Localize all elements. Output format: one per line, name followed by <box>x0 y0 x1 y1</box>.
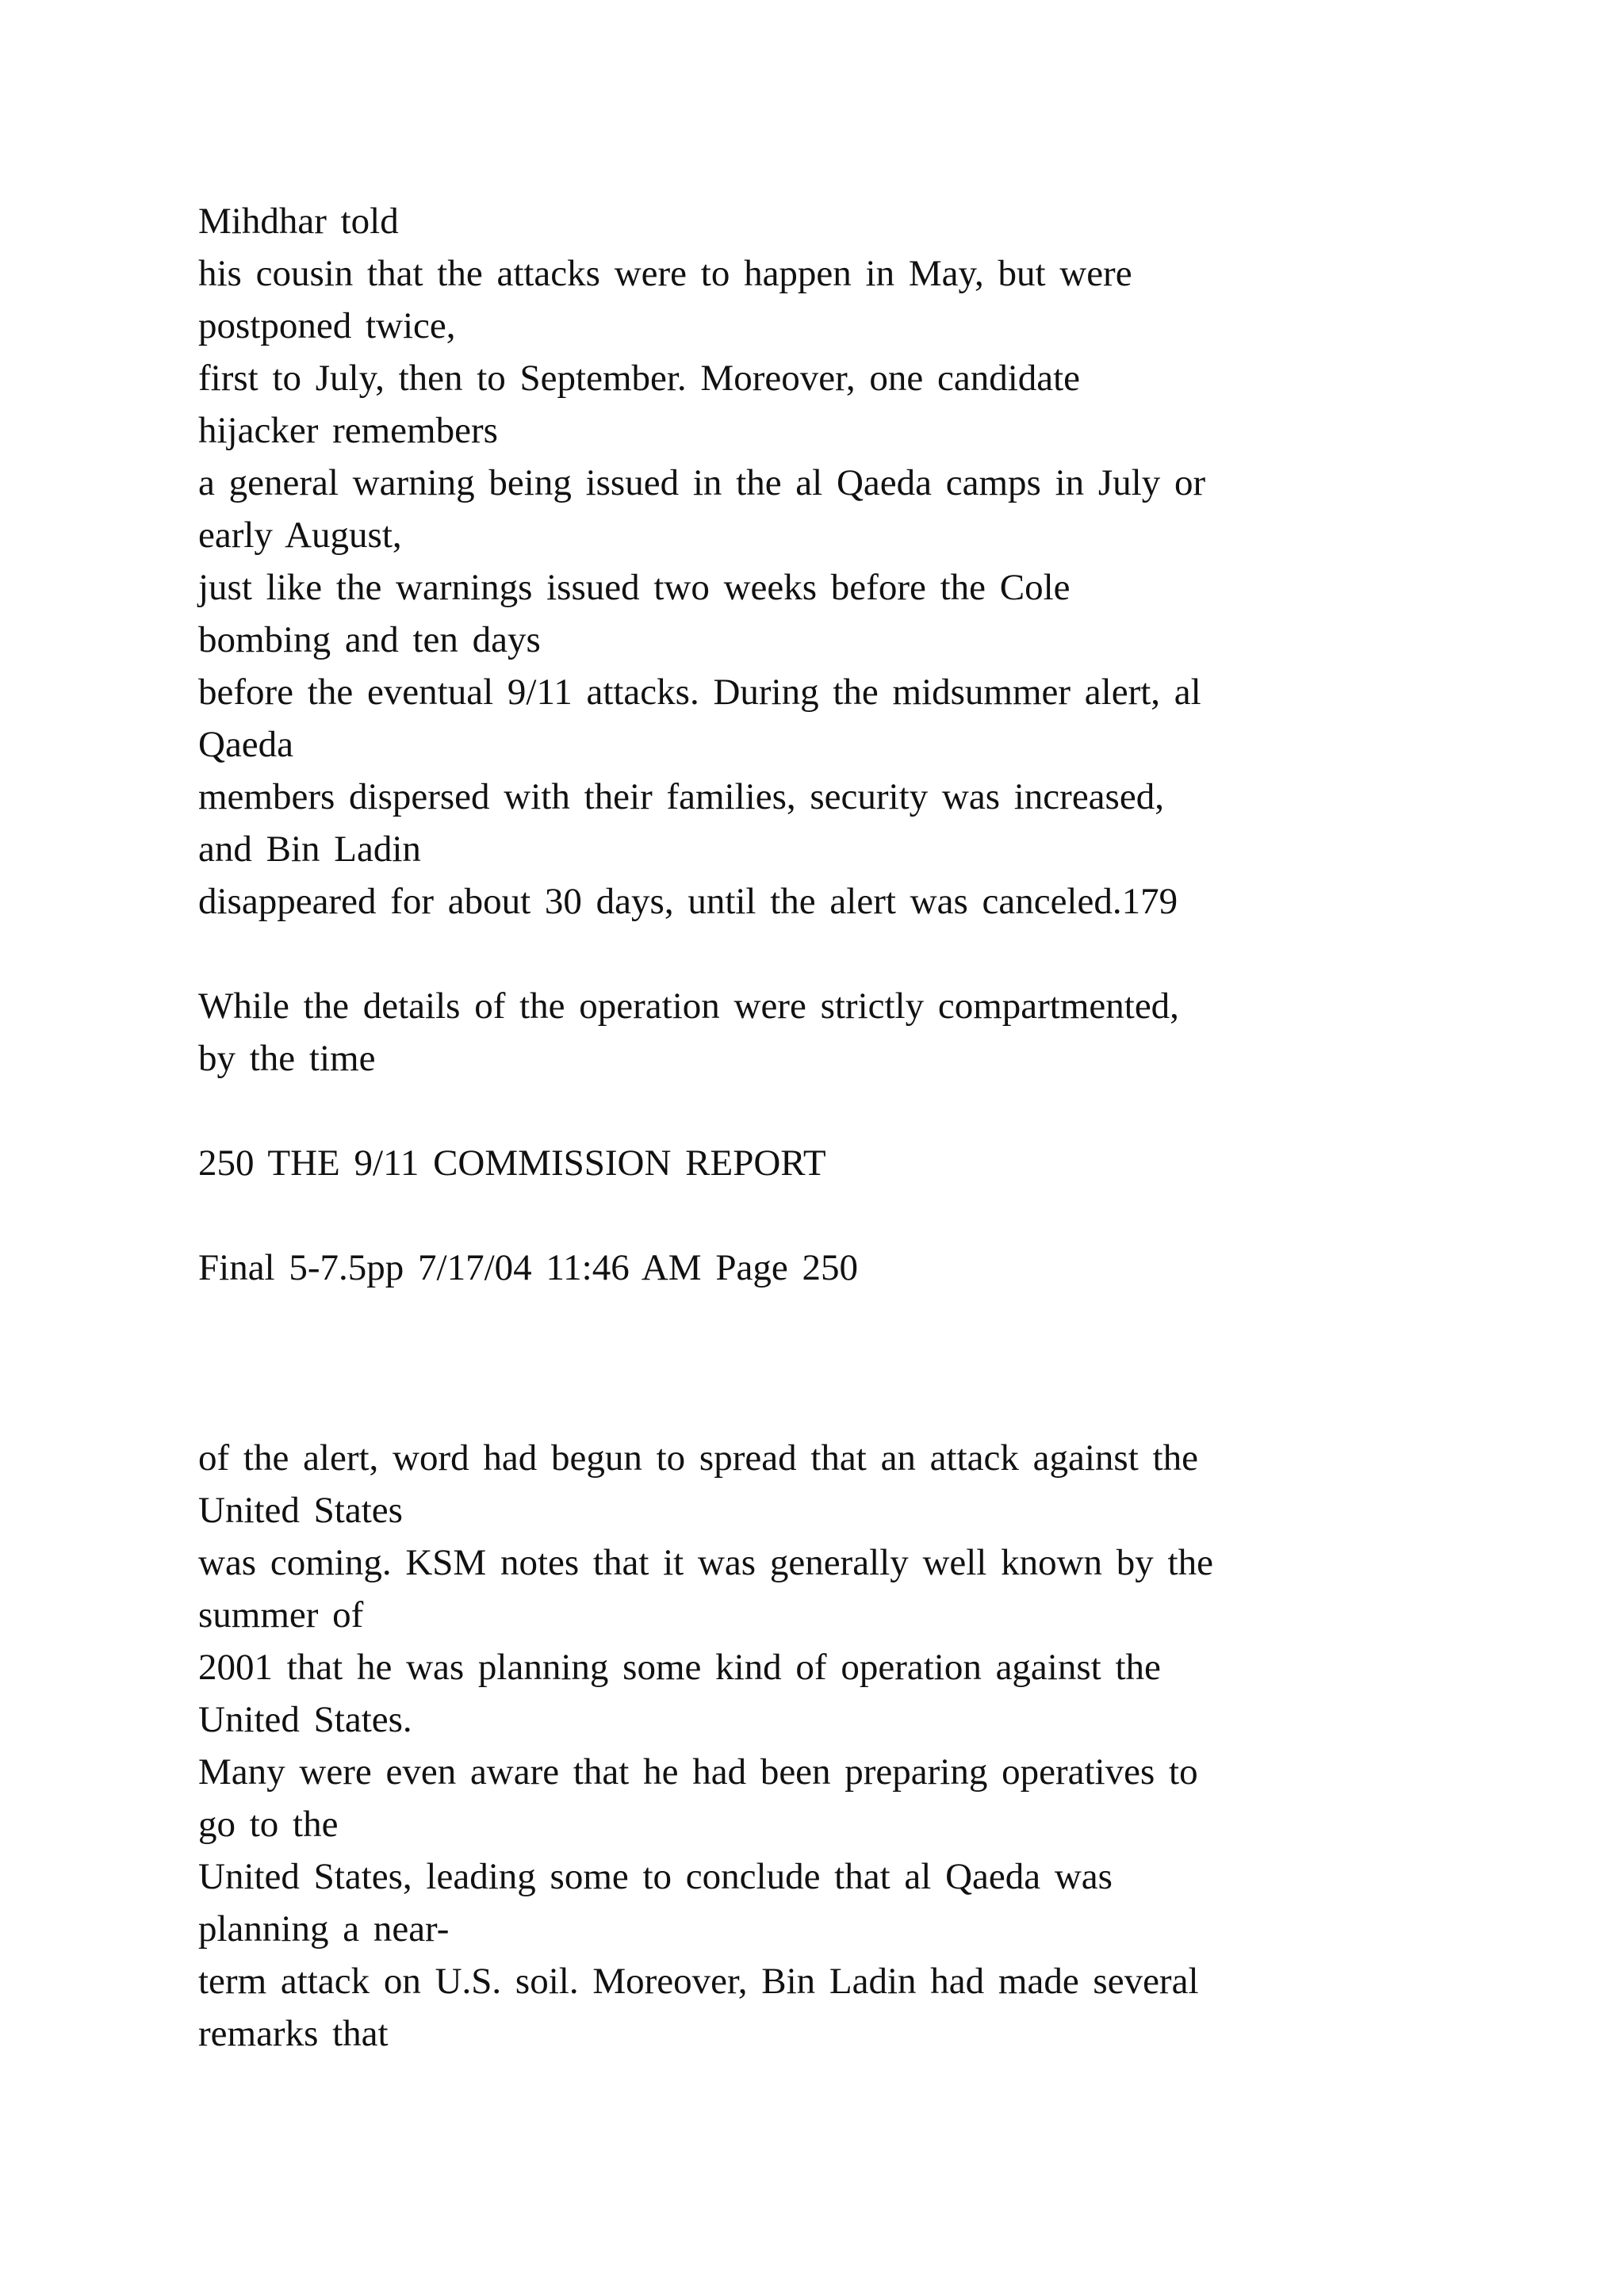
text-line: before the eventual 9/11 attacks. During the midsummer alert, al <box>198 672 1201 713</box>
text-line: his cousin that the attacks were to happen in May, but were <box>198 253 1132 294</box>
text-line: just like the warnings issued two weeks before the Cole <box>198 567 1071 608</box>
text-line: was coming. KSM notes that it was generally well known by the <box>198 1542 1213 1583</box>
text-line: United States. <box>198 1699 412 1740</box>
text-line: Qaeda <box>198 724 294 765</box>
text-line: Many were even aware that he had been preparing operatives to <box>198 1751 1198 1793</box>
text-block-upper <box>198 195 1499 1294</box>
text-line: a general warning being issued in the al Qaeda camps in July or <box>198 462 1206 503</box>
text-line: While the details of the operation were strictly compartmented, <box>198 985 1179 1027</box>
text-line: planning a near- <box>198 1908 450 1950</box>
text-line: members dispersed with their families, security was increased, <box>198 776 1164 817</box>
text-line: bombing and ten days <box>198 619 541 660</box>
text-line: of the alert, word had begun to spread that an attack against the <box>198 1437 1198 1479</box>
text-line: go to the <box>198 1804 339 1845</box>
text-line: first to July, then to September. Moreover, one candidate <box>198 358 1081 399</box>
text-line: United States <box>198 1490 403 1531</box>
text-block-lower <box>198 1432 1499 2060</box>
text-line: remarks that <box>198 2013 389 2054</box>
blank-line <box>198 928 1499 980</box>
text-line: United States, leading some to conclude that al Qaeda was <box>198 1856 1113 1897</box>
text-line: early August, <box>198 515 402 556</box>
text-line: Mihdhar told <box>198 201 399 242</box>
text-line: term attack on U.S. soil. Moreover, Bin Ladin had made several <box>198 1961 1199 2002</box>
blank-line <box>198 1189 1499 1242</box>
print-slug: Final 5-7.5pp 7/17/04 11:46 AM Page 250 <box>198 1247 858 1288</box>
blank-line <box>198 1085 1499 1137</box>
text-line: and Bin Ladin <box>198 828 421 870</box>
text-line: 2001 that he was planning some kind of operation against the <box>198 1647 1161 1688</box>
text-line: hijacker remembers <box>198 410 498 451</box>
running-footer: 250 THE 9/11 COMMISSION REPORT <box>198 1142 826 1184</box>
text-line: disappeared for about 30 days, until the alert was canceled.179 <box>198 881 1178 922</box>
text-line: by the time <box>198 1038 376 1079</box>
text-line: summer of <box>198 1594 364 1636</box>
text-line: postponed twice, <box>198 305 456 346</box>
